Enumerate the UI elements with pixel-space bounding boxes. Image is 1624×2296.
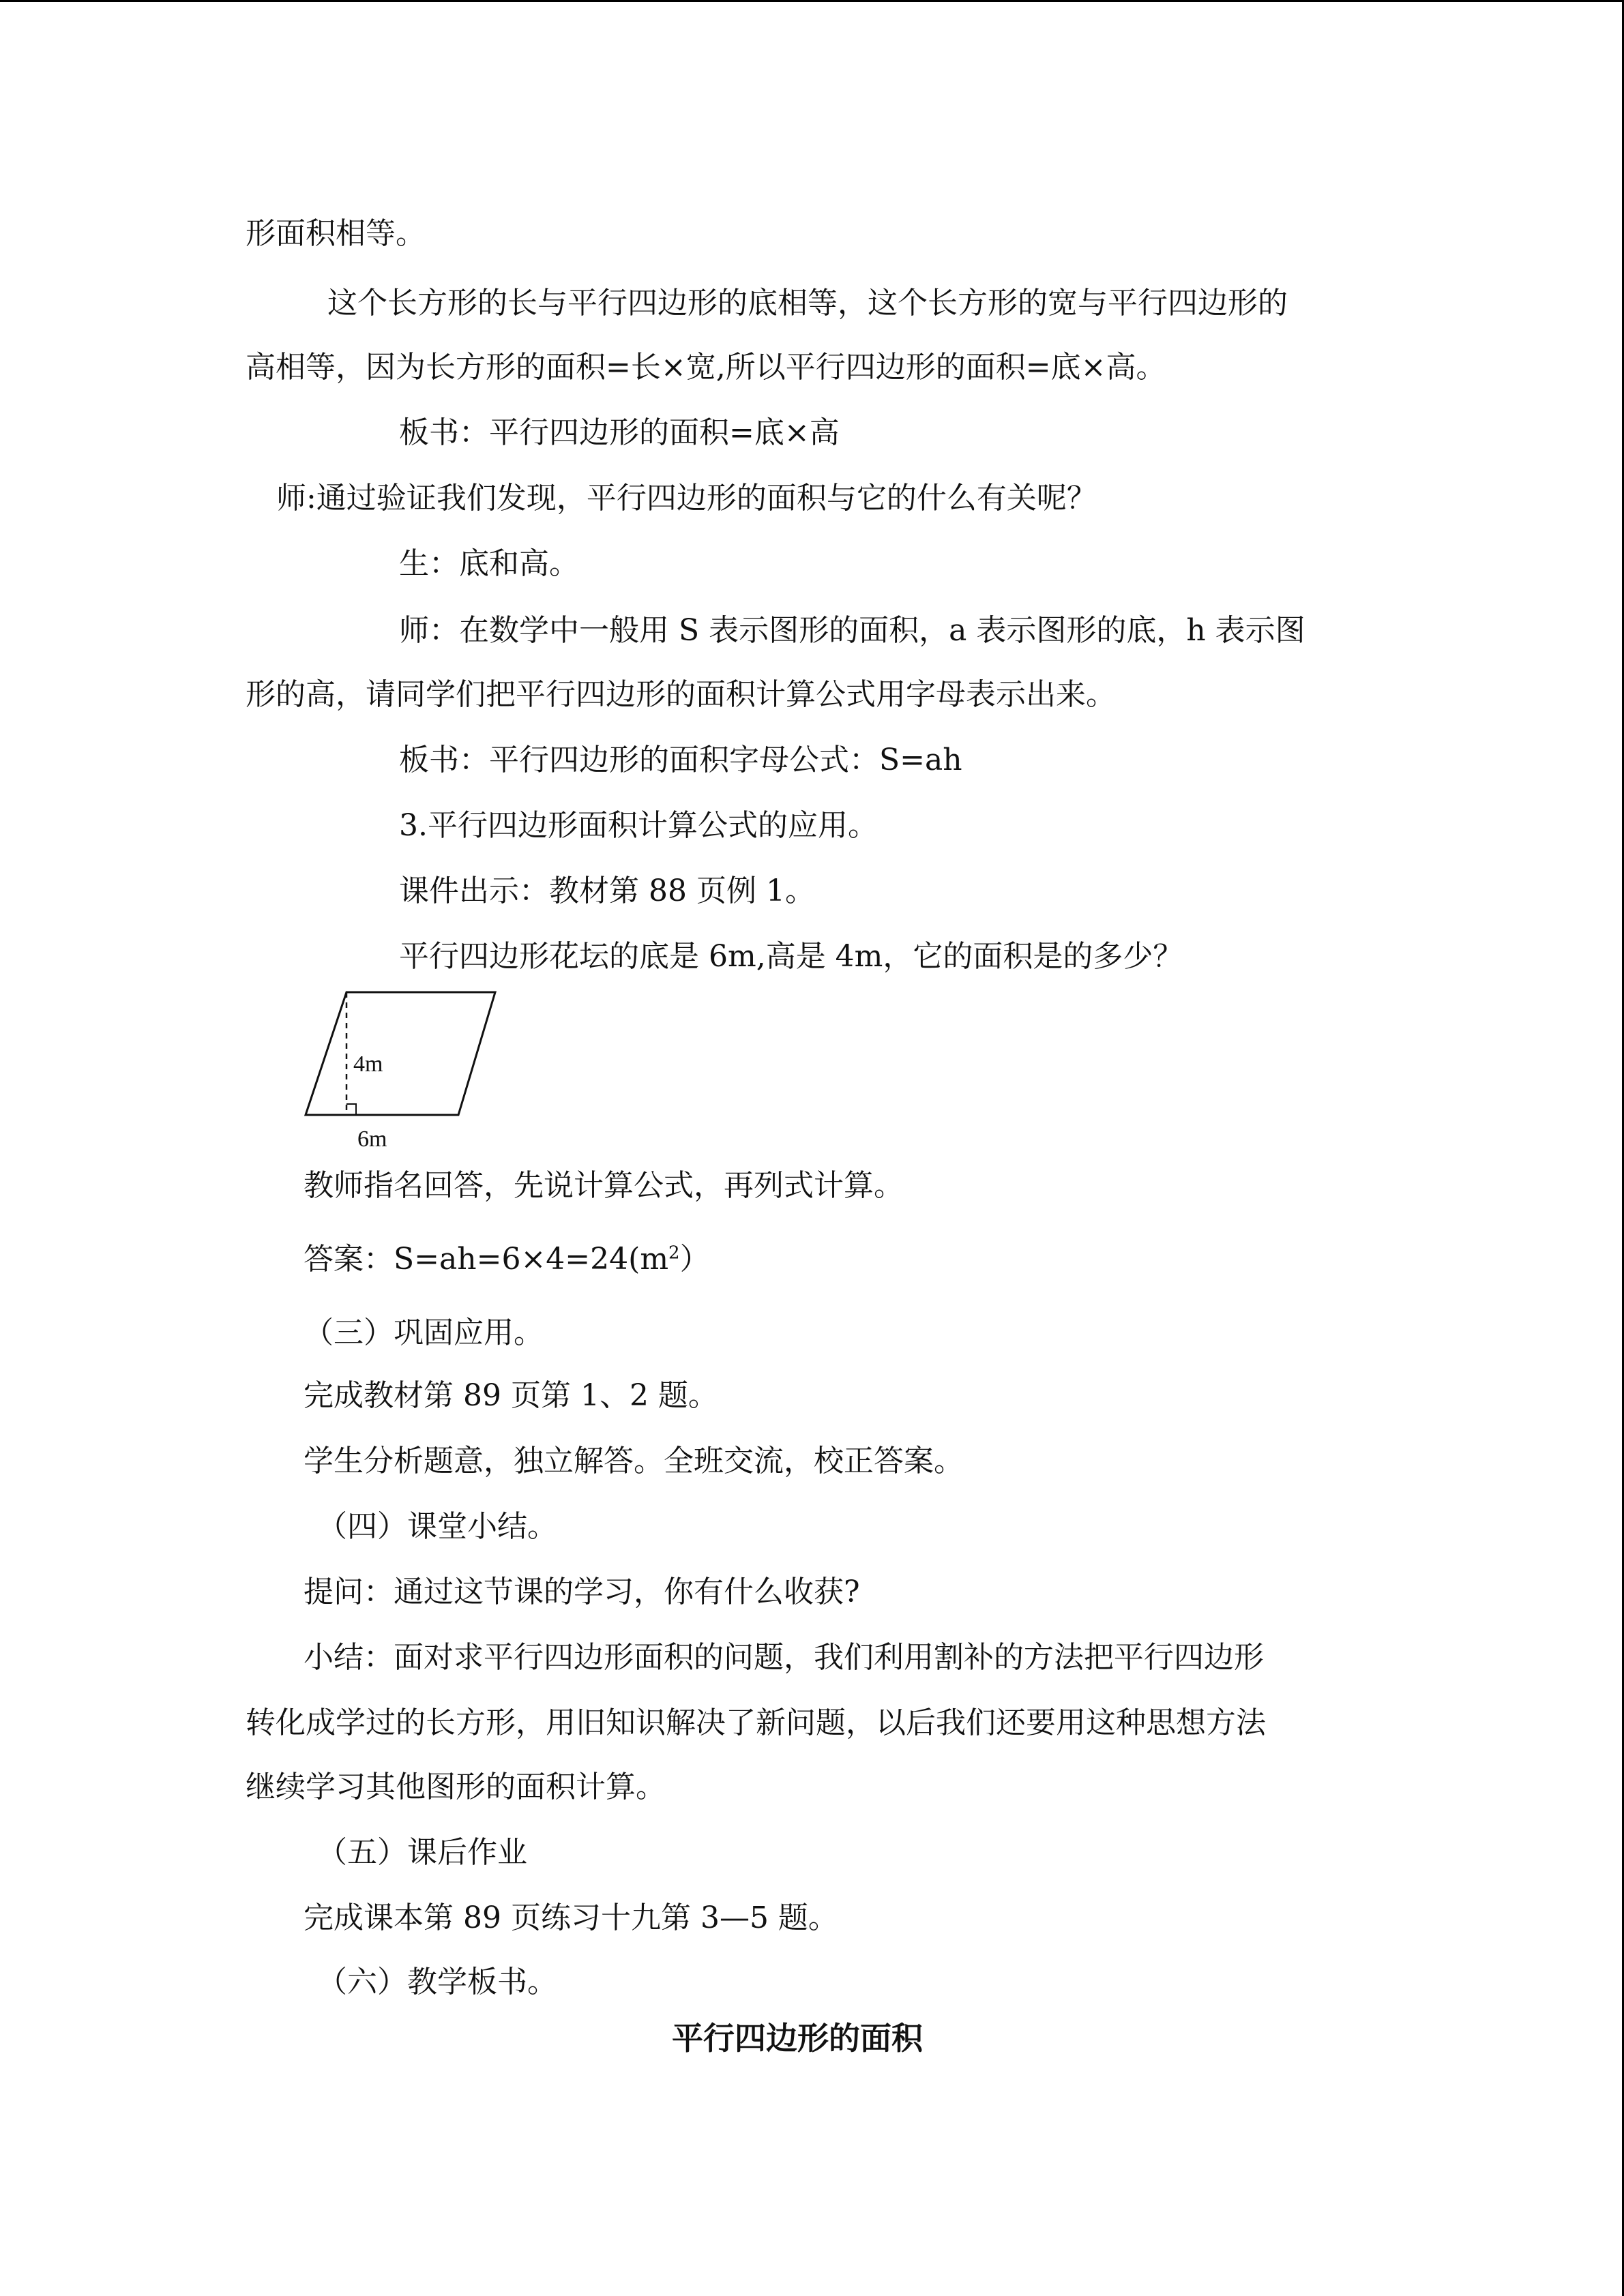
text-line: 完成课本第 89 页练习十九第 3—5 题。 <box>304 1900 838 1935</box>
blackboard-note: 板书：平行四边形的面积=底×高 <box>399 415 840 450</box>
text-line: 课件出示：教材第 88 页例 1。 <box>399 874 815 908</box>
answer-line <box>304 1239 710 1280</box>
example-question: 平行四边形花坛的底是 6m,高是 4m，它的面积是的多少？ <box>399 939 1183 974</box>
answer-text: 答案：S=ah=6×4=24(m <box>304 1242 669 1277</box>
blackboard-title: 平行四边形的面积 <box>672 2020 923 2057</box>
section-heading: （四）课堂小结。 <box>317 1509 557 1544</box>
text-line: 教师指名回答，先说计算公式，再列式计算。 <box>304 1168 904 1203</box>
text-line: 形的高，请同学们把平行四边形的面积计算公式用字母表示出来。 <box>246 677 1116 712</box>
parallelogram-shape <box>306 992 495 1115</box>
section-heading: （三）巩固应用。 <box>304 1315 544 1350</box>
parallelogram-figure <box>300 985 505 1156</box>
base-label: 6m <box>357 1127 387 1152</box>
teacher-question: 师:通过验证我们发现，平行四边形的面积与它的什么有关呢？ <box>276 481 1097 516</box>
text-line: 形面积相等。 <box>246 216 426 251</box>
text-line: 这个长方形的长与平行四边形的底相等，这个长方形的宽与平行四边形的 <box>327 286 1288 320</box>
text-line: 高相等，因为长方形的面积=长×宽,所以平行四边形的面积=底×高。 <box>246 350 1166 385</box>
student-answer: 生：底和高。 <box>399 546 579 581</box>
height-label: 4m <box>353 1052 383 1077</box>
text-line: 完成教材第 89 页第 1、2 题。 <box>304 1378 718 1413</box>
section-heading: 3.平行四边形面积计算公式的应用。 <box>399 808 878 843</box>
text-line: 转化成学过的长方形，用旧知识解决了新问题，以后我们还要用这种思想方法 <box>246 1705 1266 1740</box>
superscript: 2 <box>668 1242 680 1264</box>
right-angle-mark <box>346 1104 356 1115</box>
text-line: 师：在数学中一般用 S 表示图形的面积，a 表示图形的底，h 表示图 <box>399 613 1305 648</box>
text-line: 提问：通过这节课的学习，你有什么收获? <box>304 1575 860 1609</box>
section-heading: （五）课后作业 <box>317 1835 527 1870</box>
text-line: 继续学习其他图形的面积计算。 <box>246 1770 666 1804</box>
answer-close: ） <box>679 1242 710 1277</box>
section-heading: （六）教学板书。 <box>317 1965 557 1999</box>
text-line: 学生分析题意，独立解答。全班交流，校正答案。 <box>304 1444 964 1478</box>
text-line: 小结：面对求平行四边形面积的问题，我们利用割补的方法把平行四边形 <box>304 1640 1264 1675</box>
blackboard-note: 板书：平行四边形的面积字母公式：S=ah <box>399 743 962 777</box>
